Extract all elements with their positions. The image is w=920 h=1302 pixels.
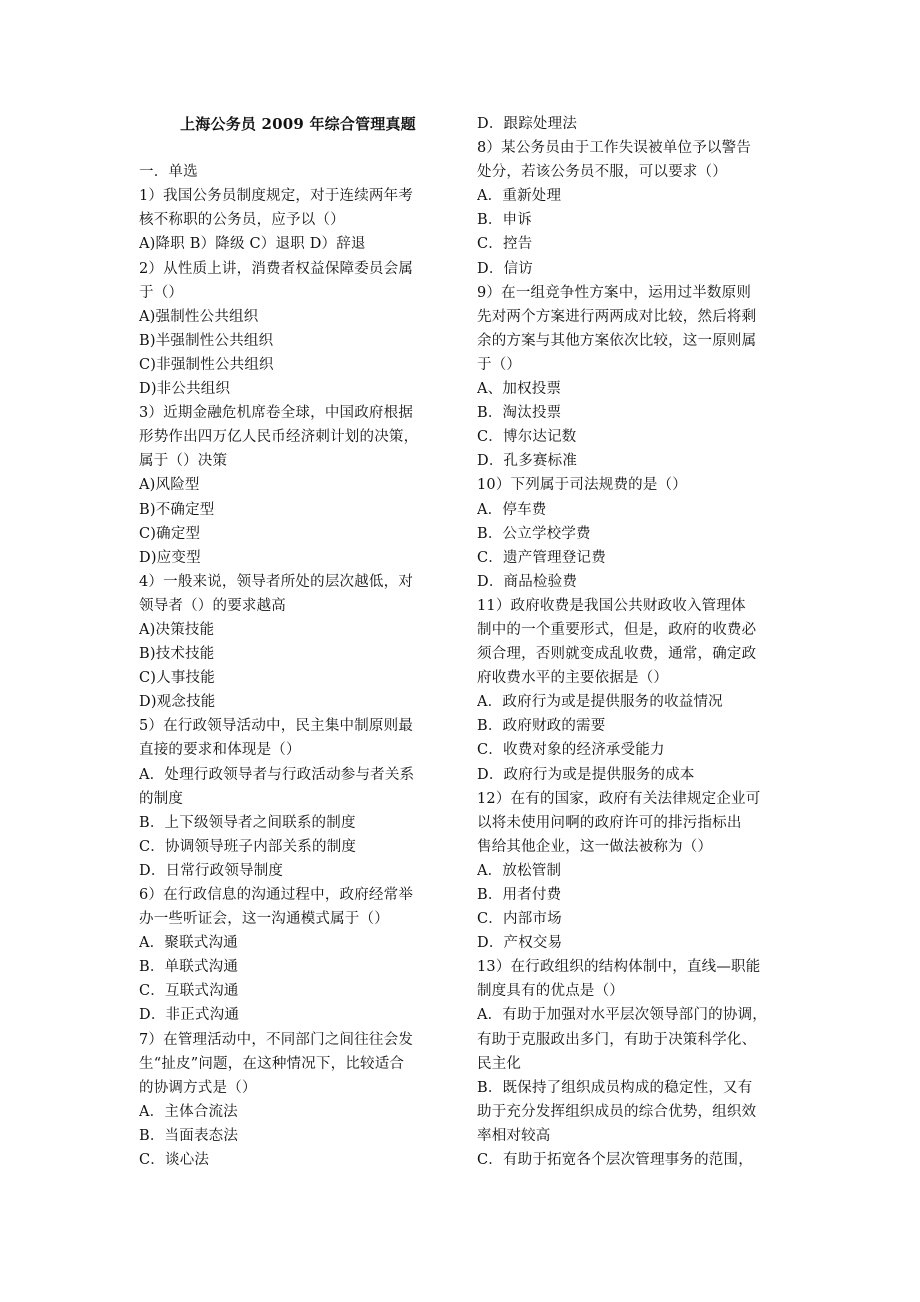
text-line: B)技术技能 <box>139 646 215 663</box>
text-line: B)不确定型 <box>139 501 215 518</box>
text-line: 直接的要求和体现是（） <box>139 742 301 759</box>
text-line: 2）从性质上讲，消费者权益保障委员会属 <box>139 260 414 277</box>
text-line: 府收费水平的主要依据是（） <box>477 670 669 687</box>
left-column <box>139 112 449 1172</box>
text-line: B)半强制性公共组织 <box>139 332 274 349</box>
text-line: 须合理，否则就变成乱收费，通常，确定政 <box>477 646 757 663</box>
text-line: 处分，若该公务员不服，可以要求（） <box>477 164 727 181</box>
text-line: D．信访 <box>477 260 533 277</box>
left-text-lines <box>139 160 449 1172</box>
text-line: B．单联式沟通 <box>139 959 239 976</box>
text-line: D．产权交易 <box>477 935 563 952</box>
text-line: C．博尔达记数 <box>477 429 577 446</box>
text-line: D．孔多赛标准 <box>477 453 578 470</box>
text-line: 售给其他企业，这一做法被称为（） <box>477 838 713 855</box>
text-line: 先对两个方案进行两两成对比较，然后将剩 <box>477 308 757 325</box>
text-line: A．重新处理 <box>477 188 562 205</box>
text-line: 于（） <box>477 356 522 373</box>
text-line: 生“扯皮”问题，在这种情况下，比较适合 <box>139 1055 405 1072</box>
text-line: 8）某公务员由于工作失误被单位予以警告 <box>477 140 752 157</box>
text-line: C．谈心法 <box>139 1152 210 1169</box>
text-line: C．协调领导班子内部关系的制度 <box>139 838 357 855</box>
text-line: 有助于克服政出多门，有助于决策科学化、 <box>477 1031 757 1048</box>
text-line: 属于（）决策 <box>139 453 228 470</box>
text-line: D．日常行政领导制度 <box>139 862 284 879</box>
text-line: 的制度 <box>139 790 184 807</box>
text-line: 民主化 <box>477 1055 522 1072</box>
text-line: 11）政府收费是我国公共财政收入管理体 <box>477 597 746 614</box>
text-line: A)强制性公共组织 <box>139 308 259 325</box>
text-line: B．用者付费 <box>477 887 562 903</box>
text-line: A．处理行政领导者与行政活动参与者关系 <box>139 766 415 783</box>
text-line: 率相对较高 <box>477 1127 551 1144</box>
text-line: C．内部市场 <box>477 911 562 928</box>
text-line: B．申诉 <box>477 212 532 229</box>
text-line: B．政府财政的需要 <box>477 718 606 735</box>
text-line: C．互联式沟通 <box>139 983 239 1000</box>
text-line: A．放松管制 <box>477 862 562 879</box>
text-line: 余的方案与其他方案依次比较，这一原则属 <box>477 332 757 349</box>
text-line: 13）在行政组织的结构体制中，直线—职能 <box>477 959 761 976</box>
text-line: A．聚联式沟通 <box>139 935 238 952</box>
text-line: 9）在一组竞争性方案中，运用过半数原则 <box>477 284 752 301</box>
text-line: A)决策技能 <box>139 621 215 638</box>
text-line: C)非强制性公共组织 <box>139 356 274 373</box>
text-line: A)降职 B）降级 C）退职 D）辞退 <box>139 236 366 253</box>
text-line: D)非公共组织 <box>139 381 231 398</box>
page-title: 上海公务员 2009 年综合管理真题 <box>180 115 416 133</box>
text-line: A．有助于加强对水平层次领导部门的协调， <box>477 1007 767 1024</box>
text-line: 10）下列属于司法规费的是（） <box>477 477 687 494</box>
text-line: D)观念技能 <box>139 694 216 711</box>
text-line: 形势作出四万亿人民币经济刺计划的决策， <box>139 429 419 446</box>
text-line: B．公立学校学费 <box>477 525 591 542</box>
text-line: B．淘汰投票 <box>477 405 562 422</box>
text-line: 7）在管理活动中，不同部门之间往往会发 <box>139 1031 414 1048</box>
text-line: 3）近期金融危机席卷全球，中国政府根据 <box>139 405 414 422</box>
right-text-lines <box>477 112 787 1172</box>
text-line: 助于充分发挥组织成员的综合优势，组织效 <box>477 1103 757 1120</box>
text-line: 6）在行政信息的沟通过程中，政府经常举 <box>139 887 414 903</box>
text-line: B．当面表态法 <box>139 1127 239 1144</box>
text-line: 一．单选 <box>139 164 198 181</box>
text-line: A．停车费 <box>477 501 547 518</box>
text-line: 制中的一个重要形式，但是，政府的收费必 <box>477 621 757 638</box>
text-line: 12）在有的国家，政府有关法律规定企业可 <box>477 790 761 807</box>
text-line: A)风险型 <box>139 477 200 494</box>
text-line: D)应变型 <box>139 549 201 566</box>
text-line: 4）一般来说，领导者所处的层次越低，对 <box>139 573 414 590</box>
text-line: D．政府行为或是提供服务的成本 <box>477 766 695 783</box>
text-line: D．商品检验费 <box>477 573 578 590</box>
text-line: A．主体合流法 <box>139 1103 238 1120</box>
text-line: D．跟踪处理法 <box>477 116 578 132</box>
text-line: 的协调方式是（） <box>139 1079 257 1096</box>
text-line: C．遗产管理登记费 <box>477 549 606 566</box>
text-line: B．既保持了组织成员构成的稳定性，又有 <box>477 1079 753 1096</box>
text-line: 5）在行政领导活动中，民主集中制原则最 <box>139 718 414 735</box>
text-line: C)确定型 <box>139 525 201 542</box>
text-line: C．收费对象的经济承受能力 <box>477 742 665 759</box>
text-line: 以将未使用问啊的政府许可的排污指标出 <box>477 814 742 831</box>
text-line: C)人事技能 <box>139 670 215 687</box>
right-column <box>477 112 787 1172</box>
text-line: 办一些听证会，这一沟通模式属于（） <box>139 911 389 928</box>
text-line: C．有助于拓宽各个层次管理事务的范围， <box>477 1152 753 1169</box>
text-line: D．非正式沟通 <box>139 1007 240 1024</box>
text-line: C．控告 <box>477 236 533 253</box>
text-line: 领导者（）的要求越高 <box>139 597 286 614</box>
text-line: A．政府行为或是提供服务的收益情况 <box>477 694 723 711</box>
text-line: 于（） <box>139 284 184 301</box>
text-line: B．上下级领导者之间联系的制度 <box>139 814 356 831</box>
text-line: 制度具有的优点是（） <box>477 983 624 1000</box>
text-line: A、加权投票 <box>477 381 562 398</box>
text-line: 1）我国公务员制度规定，对于连续两年考 <box>139 188 414 205</box>
text-line: 核不称职的公务员，应予以（） <box>139 212 345 229</box>
